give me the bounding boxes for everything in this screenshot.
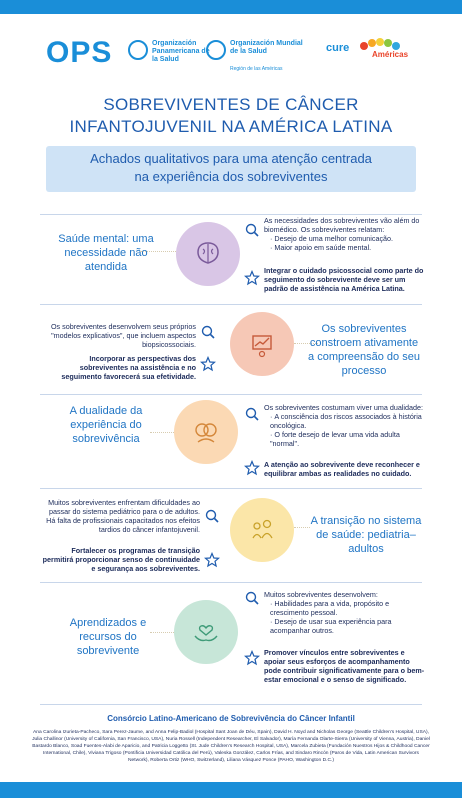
divider: [40, 394, 422, 395]
section-5-title: Aprendizados e recursos do sobrevivente: [69, 617, 147, 657]
magnifier-icon: [200, 324, 216, 340]
magnifier-icon: [244, 406, 260, 422]
transition-icon: [246, 514, 278, 546]
page-title: SOBREVIVENTES DE CÂNCER INFANTOJUVENIL NA AMÉRICA LATINA: [69, 95, 393, 136]
divider: [40, 488, 422, 489]
star-icon: [244, 460, 260, 476]
section-1-title: Saúde mental: uma necessidade não atendida: [58, 233, 154, 273]
section-2-recommendation: Incorporar as perspectivas dos sobreviventes na assistência e no seguimento favorecerá sua efetividade.: [61, 354, 196, 381]
divider: [40, 582, 422, 583]
paho-emblem-icon: [128, 40, 148, 60]
section-4-title: A transição no sistema de saúde: pediatria–adultos: [310, 515, 422, 555]
region-label: Región de las Américas: [230, 66, 283, 72]
divider: [40, 704, 422, 705]
section-5-recommendation: Promover vínculos entre sobreviventes e apoiar seus esforços de acompanhamento pode contribuir significativamente para o bem-estar emocional e o senso de significado.: [264, 648, 425, 684]
section-3-bullet: · O forte desejo de levar uma vida adulta "normal".: [270, 430, 400, 448]
star-icon: [200, 356, 216, 372]
heads-icon: [190, 416, 222, 448]
section-1-bullet: · Maior apoio em saúde mental.: [270, 243, 372, 252]
subtitle: Achados qualitativos para uma atenção centrada na experiência dos sobreviventes: [90, 151, 372, 184]
section-2-title: Os sobreviventes constroem ativamente a compreensão do seu processo: [308, 323, 420, 377]
org-paho: Organización Panamericana de la Salud: [152, 40, 210, 63]
section-1-text: As necessidades dos sobreviventes vão além do biomédico. Os sobreviventes relatam: · Desejo de uma melhor comunicação. · Maior apoio em saúde mental.: [264, 216, 426, 252]
credits-text: Ana Carolina Izurieta-Pacheco, Sara Perez-Jaume, and Anna Felip-Badiol (Hospital Sant Joan de Déu, Spain), David H. Noyd and Nicholas George (Seattle Children's Hospital, USA), Julia Challinor (University of California, San Francisco, USA), Nuria Rossell (Independent Researcher, El Salvador), María Fernanda Olarte-Sierra (University of Vienna, Austria), Daniel Bastardo Blanco, Soad Fuentes-Alabi de Aparicio, and Patricia Loggetto (St. Jude Children's Research Hospital, USA), Marcela Zubieta (Fundación Nuestros Hijos & Childhood Cancer International, Chile), Viviana Trigoso (Pontificia Universidad Católica del Perú), Valeska González, Carlos Frías, and Sindaro Rincón (Paros de Vida, Latin American Survivors Network), Roberta Ortiz (WHO, Switzerland), Liliana Vásquez Ponce (PAHO, Washington D.C.): [32, 730, 430, 763]
bottom-bar: [0, 782, 462, 798]
section-3-recommendation: A atenção ao sobrevivente deve reconhecer e equilibrar ambas as realidades no cuidado.: [264, 460, 420, 478]
section-3-bullet: · A consciência dos riscos associados à história oncológica.: [270, 412, 422, 430]
magnifier-icon: [244, 590, 260, 606]
section-1-recommendation: Integrar o cuidado psicossocial como parte do seguimento do sobrevivente deve ser um padrão de assistência na América Latina.: [264, 266, 424, 293]
brain-icon: [192, 238, 224, 270]
who-emblem-icon: [206, 40, 226, 60]
magnifier-icon: [244, 222, 260, 238]
divider: [40, 214, 422, 215]
magnifier-icon: [204, 508, 220, 524]
ops-logo: OPS: [46, 36, 113, 69]
cure-logo: cure: [326, 42, 350, 54]
divider: [40, 304, 422, 305]
section-5-bullet: · Desejo de usar sua experiência para acompanhar outros.: [270, 617, 392, 635]
star-icon: [204, 552, 220, 568]
section-4-text: Muitos sobreviventes enfrentam dificuldades ao passar do sistema pediátrico para o de adultos. Há falta de profissionais capacitados nos efeitos tardios do câncer infantojuvenil.: [46, 498, 200, 534]
top-bar: [0, 0, 462, 14]
star-icon: [244, 270, 260, 286]
section-3-text: Os sobreviventes costumam viver uma dualidade: · A consciência dos riscos associados à história oncológica. · O forte desejo de levar uma vida adulta "normal".: [264, 403, 430, 448]
hands-heart-icon: [190, 616, 222, 648]
dotted-line: [150, 632, 174, 633]
section-3-title: A dualidade da experiência do sobrevivência: [69, 405, 143, 445]
americas-logo: Américas: [372, 50, 409, 59]
dotted-line: [150, 432, 174, 433]
section-5-text: Muitos sobreviventes desenvolvem: · Habilidades para a vida, propósito e crescimento pessoal. · Desejo de usar sua experiência para acompanhar outros.: [264, 590, 424, 635]
dotted-line: [140, 251, 176, 252]
credits-title: Consórcio Latino-Americano de Sobrevivência do Câncer Infantil: [107, 714, 355, 723]
section-2-text: Os sobreviventes desenvolvem seus próprios "modelos explicativos", que incluem aspectos biopsicossociais.: [50, 322, 196, 349]
section-1-bullet: · Desejo de uma melhor comunicação.: [270, 234, 394, 243]
header: [0, 14, 462, 84]
section-5-bullet: · Habilidades para a vida, propósito e crescimento pessoal.: [270, 599, 390, 617]
star-icon: [244, 650, 260, 666]
section-4-recommendation: Fortalecer os programas de transição permitirá proporcionar senso de continuidade e segurança aos sobreviventes.: [42, 546, 200, 573]
chart-person-icon: [246, 328, 278, 360]
org-who: Organización Mundial de la Salud: [230, 40, 303, 55]
